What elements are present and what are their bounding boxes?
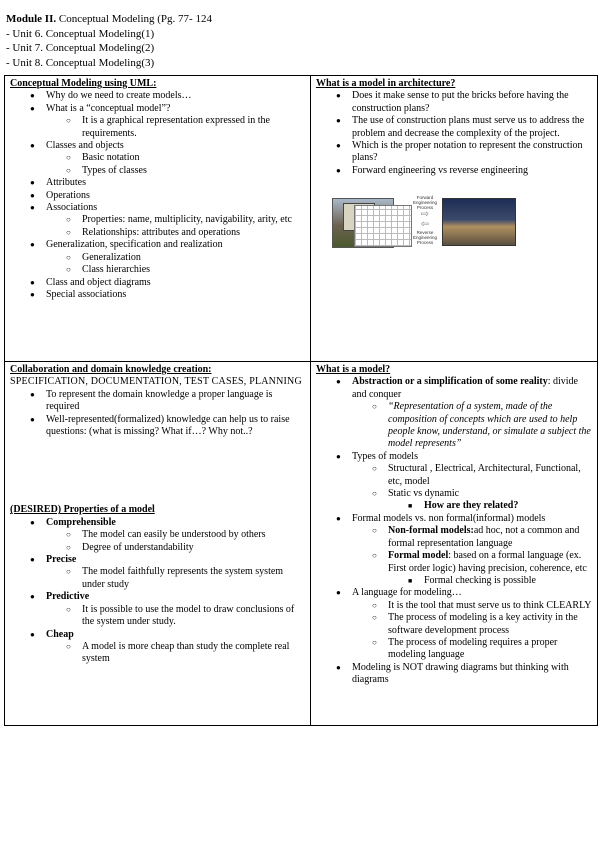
list-item: ○ A model is more cheap than study the complete real system [10, 641, 306, 666]
architecture-cell [311, 76, 598, 362]
unit-line: - Unit 6. Conceptual Modeling(1) [6, 27, 155, 40]
list-item: ○ The model faithfully represents the system system under study [10, 566, 306, 591]
list-item: ○ Relationships: attributes and operations [10, 227, 306, 239]
desired-title: (DESIRED) Properties of a model [10, 504, 155, 516]
list-item: ● Special associations [10, 289, 306, 301]
list-item: ● What is a “conceptual model”? ○ It is a graphical representation expressed in the requirements. [10, 103, 306, 140]
architecture-title: What is a model in architecture? [316, 78, 456, 89]
list-item: ● Modeling is NOT drawing diagrams but thinking with diagrams [316, 662, 593, 687]
document-header [6, 12, 212, 70]
list-item: ● Associations ○ Properties: name, multiplicity, navigability, arity, etc ○ Relationships: attributes and operations [10, 202, 306, 239]
list-item: ● Does it make sense to put the bricks before having the construction plans? [316, 90, 593, 115]
list-item: ○ It is the tool that must serve us to think CLEARLY [316, 600, 593, 612]
list-item: ● Well-represented(formalized) knowledge can help us to raise questions: (what is missing? What if…? Why not..? [10, 414, 306, 439]
engineering-figure [324, 195, 593, 259]
list-item: ○ Structural , Electrical, Architectural, Functional, etc, model [316, 463, 593, 488]
reverse-label: Reverse Engineering Process [412, 230, 438, 246]
forward-label: Forward Engineering Process [412, 195, 438, 211]
list-item: ○ Non-formal models:ad hoc, not a common and formal representation language [316, 525, 593, 550]
list-item: ● Generalization, specification and realization ○ Generalization ○ Class hierarchies [10, 239, 306, 276]
arrow-right-icon: ⇨ [420, 209, 430, 221]
list-item: ○ Generalization [10, 252, 306, 264]
list-item: ○ Basic notation [10, 152, 306, 164]
building-photo-image [442, 198, 516, 246]
list-item: ○ The model can easily be understood by others [10, 529, 306, 541]
list-item: ■ How are they related? [316, 500, 593, 512]
list-item: ○ It is a graphical representation expressed in the requirements. [10, 115, 306, 140]
list-item: ● To represent the domain knowledge a proper language is required [10, 389, 306, 414]
what-is-model-cell [311, 362, 598, 726]
list-item: ● Predictive ○ It is possible to use the model to draw conclusions of the system under study. [10, 591, 306, 628]
uml-cell [5, 76, 311, 362]
list-item: ○ It is possible to use the model to draw conclusions of the system under study. [10, 604, 306, 629]
list-item: ● The use of construction plans must serve us to address the problem and decrease the complexity of the project. [316, 115, 593, 140]
list-item: ○ Formal model: based on a formal language (ex. First order logic) having precision, coherence, etc ■ Formal checking is possible [316, 550, 593, 587]
list-item: ○ The process of modeling is a key activity in the software development process [316, 612, 593, 637]
list-item: ○ The process of modeling requires a proper modeling language [316, 637, 593, 662]
collaboration-cell [5, 362, 311, 726]
list-item: ● Cheap ○ A model is more cheap than study the complete real system [10, 629, 306, 666]
module-title: Module II. Conceptual Modeling (Pg. 77- 124 [6, 13, 212, 25]
list-item: ○ Types of classes [10, 165, 306, 177]
list-item: ● Abstraction or a simplification of some reality: divide and conquer ○ “Representation of a system, made of the composition of concepts which are used to help people know, understand, or simulate a subject the model represents” [316, 376, 593, 450]
arrow-left-icon: ⇦ [420, 219, 430, 231]
list-item: ● Formal models vs. non formal(informal) models ○ Non-formal models:ad hoc, not a common and formal representation language ○ Formal model: based on a formal language (ex. First order logic) having precision, coherence, etc ■ Formal checking is possible [316, 513, 593, 587]
list-item: ● Which is the proper notation to represent the construction plans? [316, 140, 593, 165]
list-item: ● A language for modeling… ○ It is the tool that must serve us to think CLEARLY ○ The process of modeling is a key activity in the software development process ○ The process of modeling requires a proper modeling language [316, 587, 593, 661]
list-item: ○ Class hierarchies [10, 264, 306, 276]
list-item: ○ “Representation of a system, made of the composition of concepts which are used to help people know, understand, or simulate a subject the model represents” [316, 401, 593, 451]
notes-table [4, 75, 598, 726]
engineering-arrows [412, 195, 438, 245]
list-item: ● Attributes [10, 177, 306, 189]
unit-line: - Unit 7. Conceptual Modeling(2) [6, 42, 155, 55]
list-item: ● Types of models ○ Structural , Electrical, Architectural, Functional, etc, model ○ Static vs dynamic ■ How are they related? [316, 451, 593, 513]
collaboration-title: Collaboration and domain knowledge creation: [10, 364, 212, 375]
list-item: ○ Properties: name, multiplicity, navigability, arity, etc [10, 214, 306, 226]
uml-title: Conceptual Modeling using UML: [10, 78, 157, 89]
list-item: ● Classes and objects ○ Basic notation ○ Types of classes [10, 140, 306, 177]
what-is-model-title: What is a model? [316, 364, 391, 375]
list-item: ○ Static vs dynamic ■ How are they related? [316, 488, 593, 513]
collaboration-subtitle: SPECIFICATION, DOCUMENTATION, TEST CASES, PLANNING [10, 376, 302, 388]
list-item: ● Forward engineering vs reverse engineering [316, 165, 593, 177]
list-item: ● Precise ○ The model faithfully represents the system system under study [10, 554, 306, 591]
blueprint-image [354, 205, 412, 247]
list-item: ○ Degree of understandability [10, 542, 306, 554]
list-item: ● Comprehensible ○ The model can easily be understood by others ○ Degree of understandability [10, 517, 306, 554]
list-item: ● Operations [10, 190, 306, 202]
list-item: ● Why do we need to create models… [10, 90, 306, 102]
list-item: ■ Formal checking is possible [316, 575, 593, 587]
list-item: ● Class and object diagrams [10, 277, 306, 289]
unit-line: - Unit 8. Conceptual Modeling(3) [6, 56, 155, 69]
